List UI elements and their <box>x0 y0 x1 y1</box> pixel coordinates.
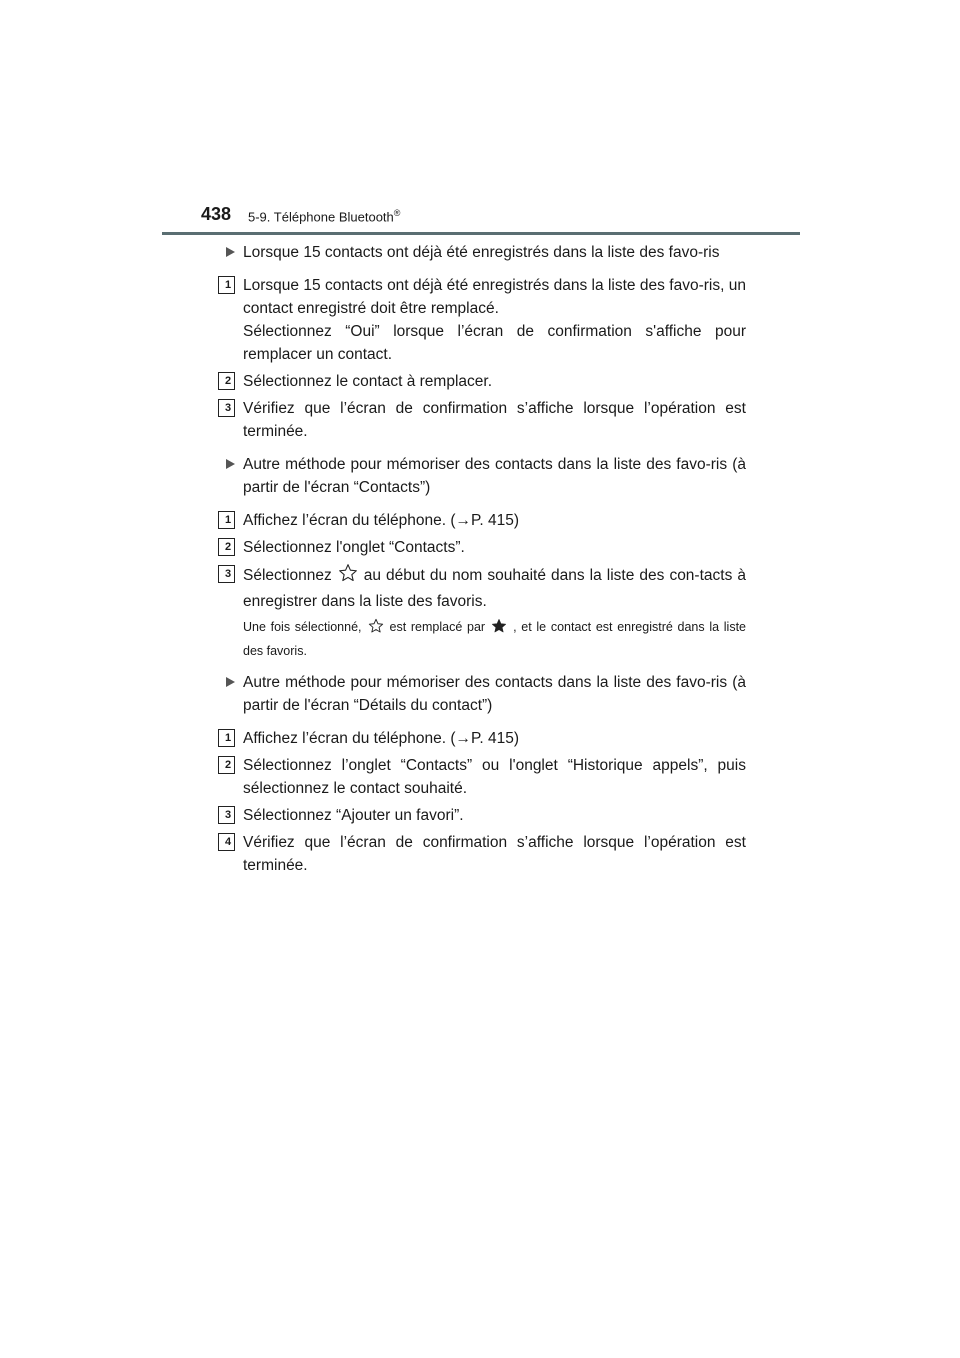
step-number-badge: 1 <box>218 511 235 529</box>
step-item: 3 Sélectionnez “Ajouter un favori”. <box>218 804 746 827</box>
step-number-badge: 3 <box>218 806 235 824</box>
registered-mark: ® <box>393 208 401 218</box>
page-content <box>218 241 746 881</box>
step-number-badge: 4 <box>218 833 235 851</box>
step-number-badge: 3 <box>218 399 235 417</box>
star-filled-icon <box>491 618 507 641</box>
step-item: 2 Sélectionnez l'onglet “Contacts”. <box>218 536 746 559</box>
step-item: 4 Vérifiez que l’écran de confirmation s’affiche lorsque l’opération est terminée. <box>218 831 746 877</box>
step-number-badge: 2 <box>218 372 235 390</box>
arrow-bullet-icon <box>226 459 235 469</box>
step-item: 1 Lorsque 15 contacts ont déjà été enregistrés dans la liste des favo-ris, un contact enregistré doit être remplacé. Sélectionnez “Oui” lorsque l’écran de confirmation s'affiche pour remplacer un contact. <box>218 274 746 366</box>
arrow-bullet-icon <box>226 677 235 687</box>
subheading-bullet: Autre méthode pour mémoriser des contacts dans la liste des favo-ris (à partir de l'écran “Contacts”) <box>218 453 746 499</box>
note-text: Une fois sélectionné, est remplacé par , et le contact est enregistré dans la liste des favoris. <box>243 620 746 658</box>
step-item: 3 Sélectionnez au début du nom souhaité dans la liste des con-tacts à enregistrer dans la liste des favoris. <box>218 563 746 613</box>
step-item: 1 Affichez l’écran du téléphone. (→P. 415) <box>218 509 746 532</box>
step-number-badge: 2 <box>218 756 235 774</box>
subheading-bullet: Lorsque 15 contacts ont déjà été enregistrés dans la liste des favo-ris <box>218 241 746 264</box>
header-rule <box>162 232 800 235</box>
section-title: 5-9. Téléphone Bluetooth® <box>248 208 401 225</box>
page-number: 438 <box>201 204 232 224</box>
step-number-badge: 2 <box>218 538 235 556</box>
step-item: 2 Sélectionnez l’onglet “Contacts” ou l'onglet “Historique appels”, puis sélectionnez le contact souhaité. <box>218 754 746 800</box>
step-item: 3 Vérifiez que l’écran de confirmation s’affiche lorsque l’opération est terminée. <box>218 397 746 443</box>
subheading-bullet: Autre méthode pour mémoriser des contacts dans la liste des favo-ris (à partir de l'écran “Détails du contact”) <box>218 671 746 717</box>
page-header <box>162 200 800 236</box>
step-number-badge: 3 <box>218 565 235 583</box>
step-item: 2 Sélectionnez le contact à remplacer. <box>218 370 746 393</box>
step-number-badge: 1 <box>218 729 235 747</box>
step-item: 1 Affichez l’écran du téléphone. (→P. 415) <box>218 727 746 750</box>
star-outline-icon <box>338 563 358 590</box>
star-outline-icon <box>368 618 384 641</box>
arrow-bullet-icon <box>226 247 235 257</box>
step-number-badge: 1 <box>218 276 235 294</box>
